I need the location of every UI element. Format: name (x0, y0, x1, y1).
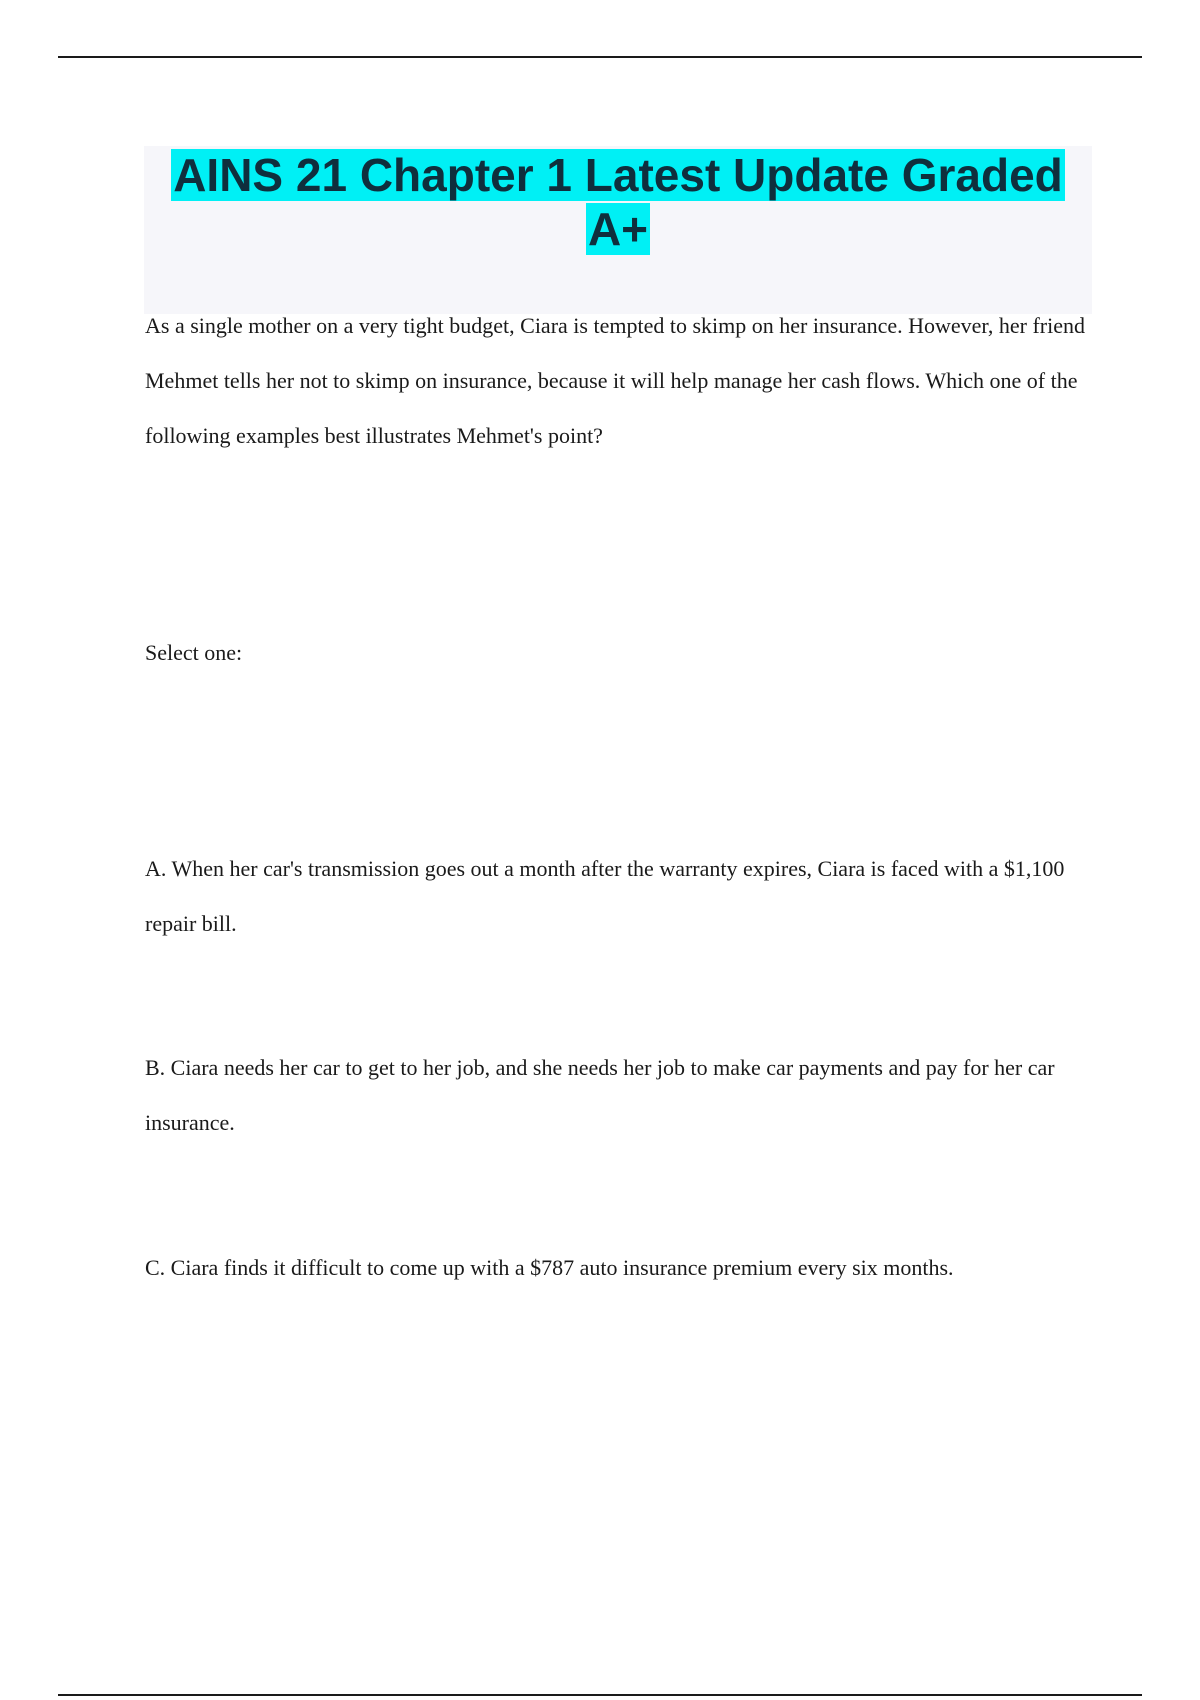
title-banner (144, 146, 1092, 314)
select-prompt: Select one: (145, 640, 243, 665)
question-text: As a single mother on a very tight budget, Ciara is tempted to skimp on her insurance. However, her friend Mehmet tells her not to skimp on insurance, because it will help manage her cash flows. Which one of the following examples best illustrates Mehmet's point? (145, 313, 1085, 448)
option-b[interactable]: B. Ciara needs her car to get to her job, and she needs her job to make car payments and pay for her car insurance. (145, 1055, 1055, 1135)
top-rule (58, 56, 1142, 58)
page-title (144, 148, 1092, 256)
option-a[interactable]: A. When her car's transmission goes out a month after the warranty expires, Ciara is faced with a $1,100 repair bill. (145, 856, 1065, 936)
option-c[interactable]: C. Ciara finds it difficult to come up with a $787 auto insurance premium every six months. (145, 1255, 954, 1280)
bottom-rule (58, 1694, 1142, 1696)
title-highlight: AINS 21 Chapter 1 Latest Update Graded A+ (173, 149, 1063, 255)
